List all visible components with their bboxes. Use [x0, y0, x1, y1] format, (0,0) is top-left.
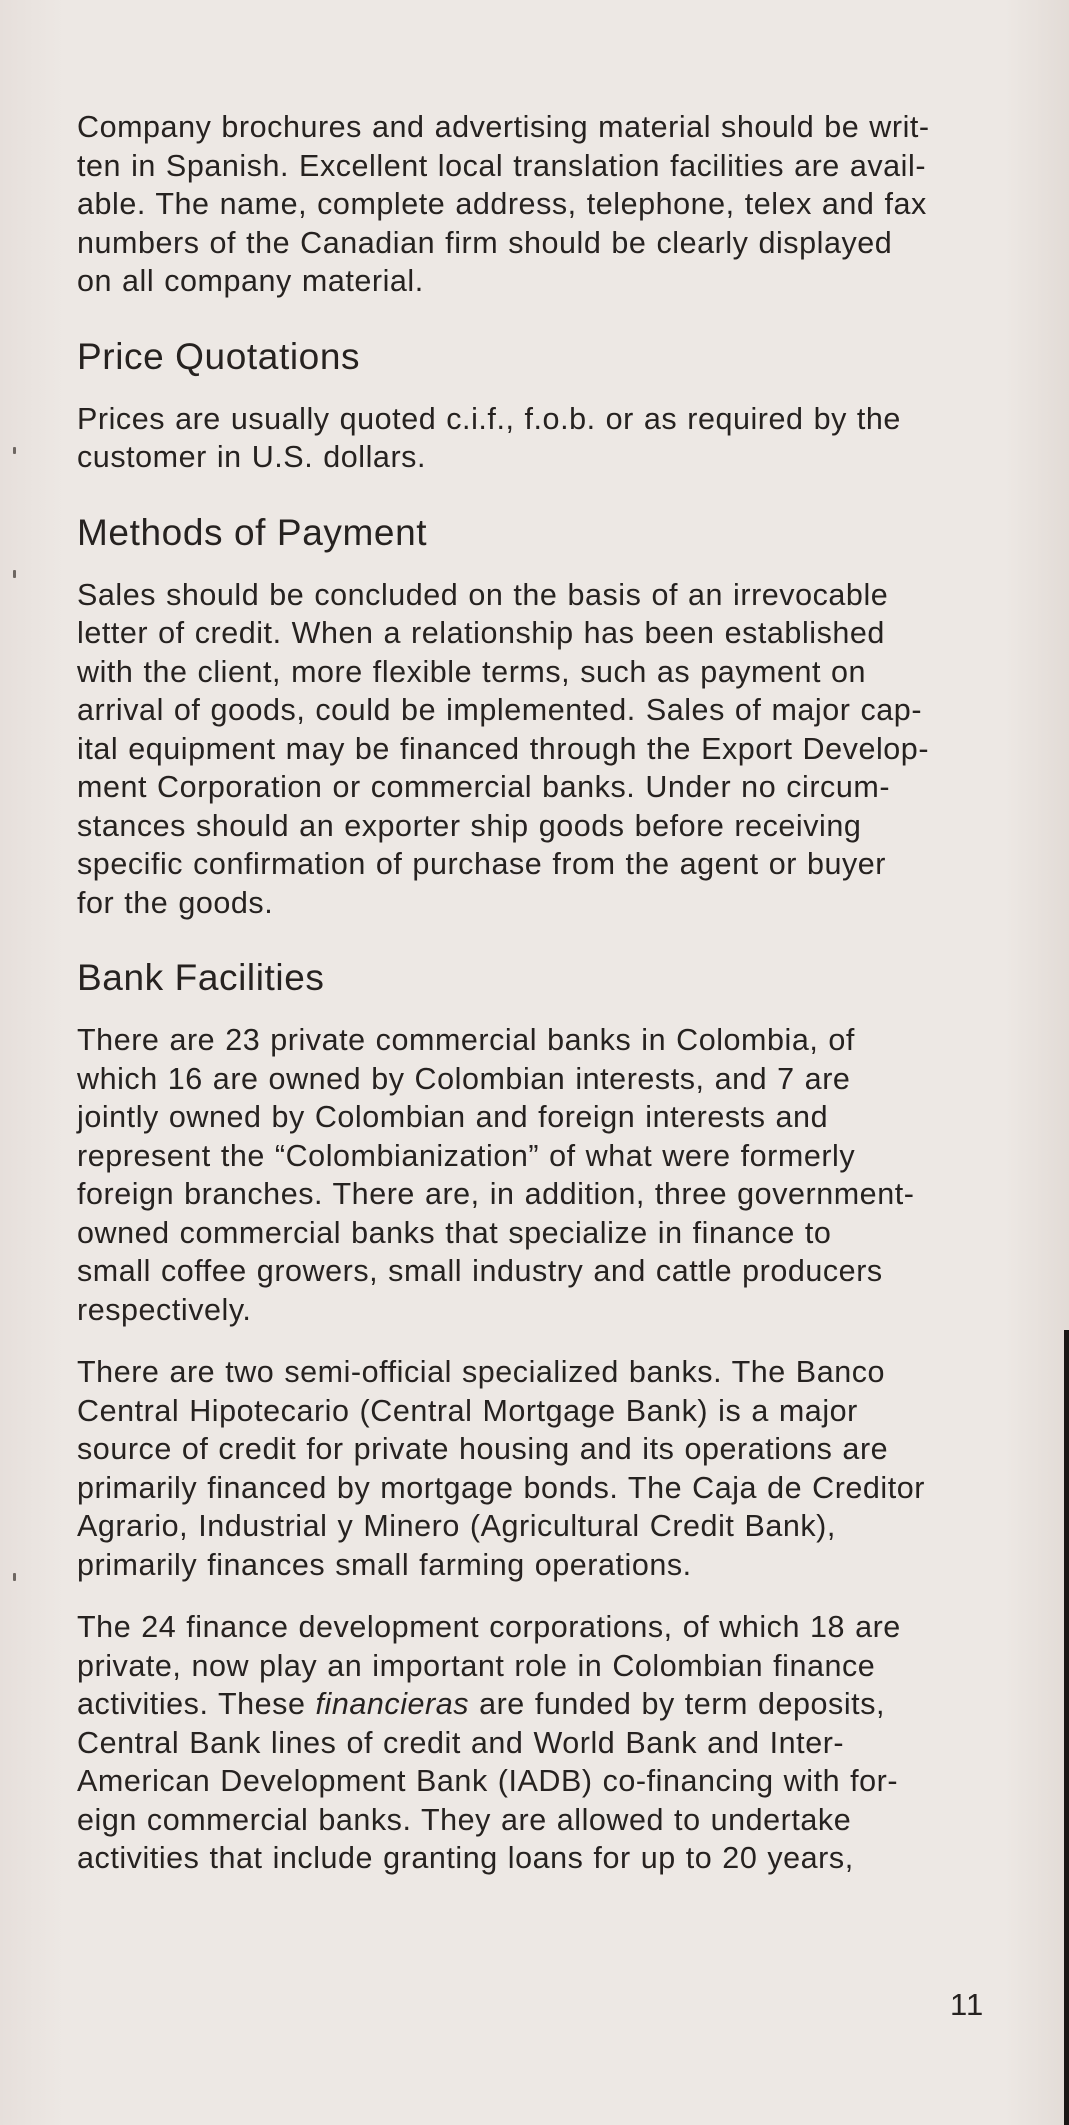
text-line: The 24 finance development corporations, of which 18 are [77, 1610, 901, 1644]
text-line: American Development Bank (IADB) co-financing with for- [77, 1764, 899, 1798]
text-line: ten in Spanish. Excellent local translation facilities are avail- [77, 148, 927, 183]
text-line: activities. These [77, 1687, 316, 1721]
margin-mark [13, 1573, 16, 1581]
text-line: stances should an exporter ship goods before receiving [77, 808, 862, 843]
margin-mark [13, 447, 16, 454]
page-content [77, 108, 1007, 1878]
intro-paragraph [77, 108, 1007, 301]
text-line: respectively. [77, 1292, 252, 1327]
text-line: able. The name, complete address, telephone, telex and fax [77, 187, 927, 221]
text-line: source of credit for private housing and its operations are [77, 1432, 889, 1466]
text-line: Central Bank lines of credit and World Bank and Inter- [77, 1725, 845, 1760]
bank-facilities-paragraph-2 [77, 1353, 1007, 1584]
text-line: ment Corporation or commercial banks. Under no circum- [77, 770, 891, 804]
methods-of-payment-paragraph [77, 576, 1007, 923]
text-line: There are two semi-official specialized banks. The Banco [77, 1355, 886, 1389]
text-line: private, now play an important role in Colombian finance [77, 1648, 876, 1683]
text-line: arrival of goods, could be implemented. Sales of major cap- [77, 693, 923, 727]
text-line: jointly owned by Colombian and foreign interests and [77, 1100, 829, 1134]
methods-of-payment-heading: Methods of Payment [77, 511, 428, 553]
margin-mark [13, 570, 16, 578]
text-line: Central Hipotecario (Central Mortgage Bank) is a major [77, 1393, 858, 1428]
text-line: are funded by term deposits, [469, 1687, 886, 1721]
text-line: on all company material. [77, 264, 424, 298]
text-line: primarily finances small farming operations. [77, 1547, 692, 1582]
text-line: foreign branches. There are, in addition, three government- [77, 1177, 915, 1211]
text-line: Company brochures and advertising material should be writ- [77, 110, 930, 144]
page-edge-shadow [1064, 1330, 1069, 2125]
price-quotations-heading: Price Quotations [77, 335, 361, 377]
bank-facilities-paragraph-1 [77, 1021, 1007, 1329]
text-line: Sales should be concluded on the basis of an irrevocable [77, 577, 889, 612]
page-number: 11 [950, 1987, 985, 2022]
text-line: small coffee growers, small industry and cattle producers [77, 1254, 883, 1288]
text-line: There are 23 private commercial banks in Colombia, of [77, 1023, 855, 1057]
bank-facilities-heading: Bank Facilities [77, 957, 325, 998]
text-line: ital equipment may be financed through the Export Develop- [77, 731, 930, 766]
text-line: represent the “Colombianization” of what were formerly [77, 1138, 856, 1173]
text-line: Prices are usually quoted c.i.f., f.o.b. or as required by the [77, 401, 901, 436]
text-line: for the goods. [77, 885, 274, 920]
bank-facilities-paragraph-3 [77, 1608, 1007, 1878]
text-line: numbers of the Canadian firm should be clearly displayed [77, 225, 893, 260]
price-quotations-paragraph [77, 400, 1007, 477]
italic-term: financieras [315, 1687, 470, 1721]
text-line: letter of credit. When a relationship has been established [77, 616, 885, 650]
text-line: eign commercial banks. They are allowed to undertake [77, 1802, 852, 1837]
text-line: owned commercial banks that specialize in finance to [77, 1215, 832, 1250]
text-line: customer in U.S. dollars. [77, 440, 426, 474]
text-line: specific confirmation of purchase from the agent or buyer [77, 847, 887, 881]
text-line: which 16 are owned by Colombian interests, and 7 are [77, 1061, 851, 1096]
text-line: activities that include granting loans for up to 20 years, [77, 1841, 854, 1875]
text-line: with the client, more flexible terms, such as payment on [77, 654, 867, 689]
text-line: Agrario, Industrial y Minero (Agricultural Credit Bank), [77, 1509, 836, 1543]
text-line: primarily financed by mortgage bonds. The Caja de Creditor [77, 1470, 926, 1505]
